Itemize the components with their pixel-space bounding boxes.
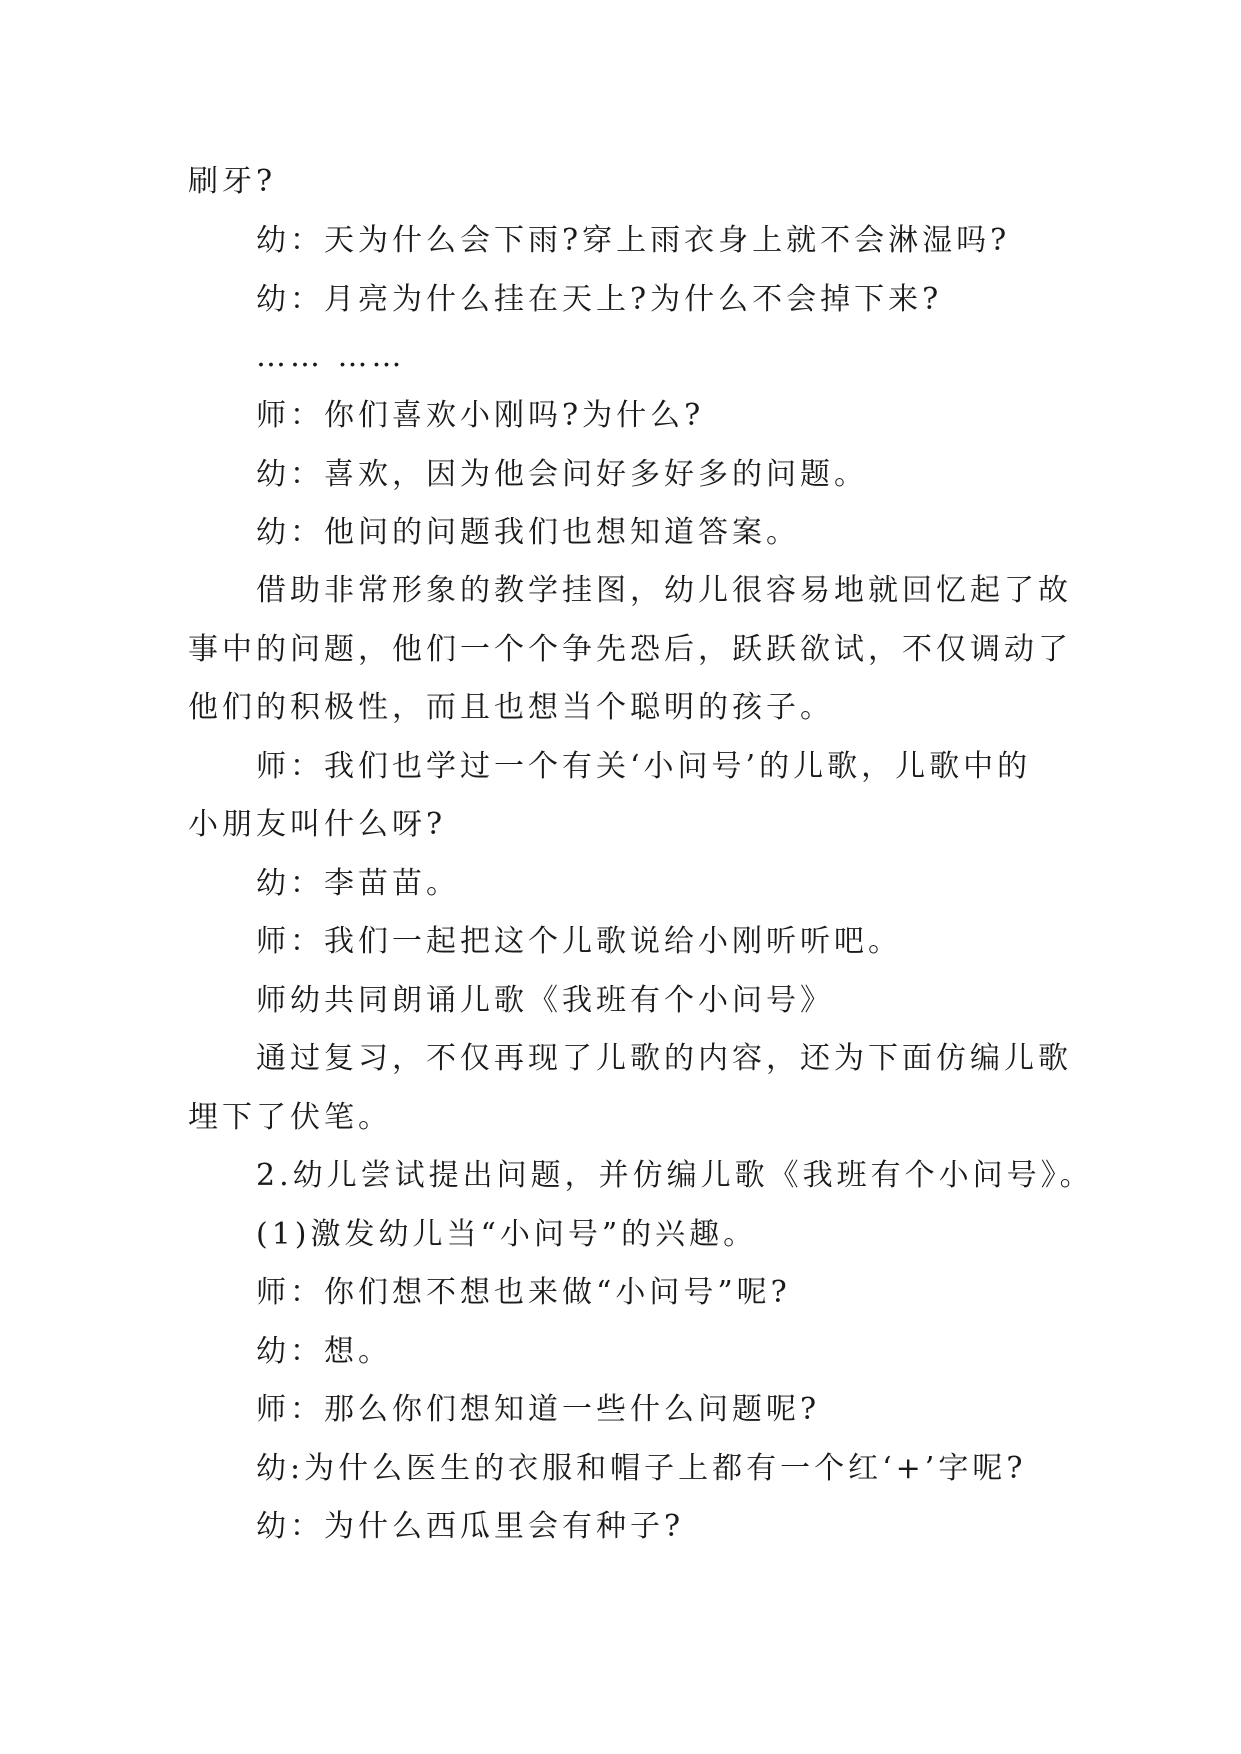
text-line: 师：你们想不想也来做“小问号”呢?: [256, 1275, 791, 1310]
text-line: 幼：他问的问题我们也想知道答案。: [256, 515, 800, 550]
text-line: 师：我们一起把这个儿歌说给小刚听听吧。: [256, 924, 902, 959]
ellipsis-line: …… ……: [256, 339, 406, 374]
section-heading: 2.幼儿尝试提出问题，并仿编儿歌《我班有个小问号》。: [256, 1158, 1094, 1193]
paragraph-line: 事中的问题，他们一个个争先恐后，跃跃欲试，不仅调动了: [188, 632, 1072, 667]
paragraph-line: 通过复习，不仅再现了儿歌的内容，还为下面仿编儿歌: [256, 1041, 1072, 1076]
text-line: 师幼共同朗诵儿歌《我班有个小问号》: [256, 983, 834, 1018]
text-line: 幼：为什么西瓜里会有种子?: [256, 1509, 685, 1544]
paragraph-line: 埋下了伏笔。: [188, 1100, 392, 1135]
text-line: 师：那么你们想知道一些什么问题呢?: [256, 1392, 821, 1427]
text-line: 幼：喜欢，因为他会问好多好多的问题。: [256, 457, 868, 492]
text-line: 幼：天为什么会下雨?穿上雨衣身上就不会淋湿吗?: [256, 223, 1011, 258]
text-line: 幼：李苗苗。: [256, 866, 460, 901]
subsection-heading: (1)激发幼儿当“小问号”的兴趣。: [256, 1217, 758, 1252]
text-line: 幼：想。: [256, 1334, 392, 1369]
text-line: 幼:为什么医生的衣服和帽子上都有一个红‘+’字呢?: [256, 1451, 1027, 1486]
text-line: 幼：月亮为什么挂在天上?为什么不会掉下来?: [256, 282, 943, 317]
paragraph-line: 师：我们也学过一个有关‘小问号’的儿歌，儿歌中的: [256, 749, 1032, 784]
text-line: 师：你们喜欢小刚吗?为什么?: [256, 398, 705, 433]
paragraph-line: 借助非常形象的教学挂图，幼儿很容易地就回忆起了故: [256, 573, 1072, 608]
paragraph-line: 他们的积极性，而且也想当个聪明的孩子。: [188, 690, 834, 725]
paragraph-line: 小朋友叫什么呀?: [188, 807, 447, 842]
text-line: 刷牙?: [188, 164, 277, 199]
